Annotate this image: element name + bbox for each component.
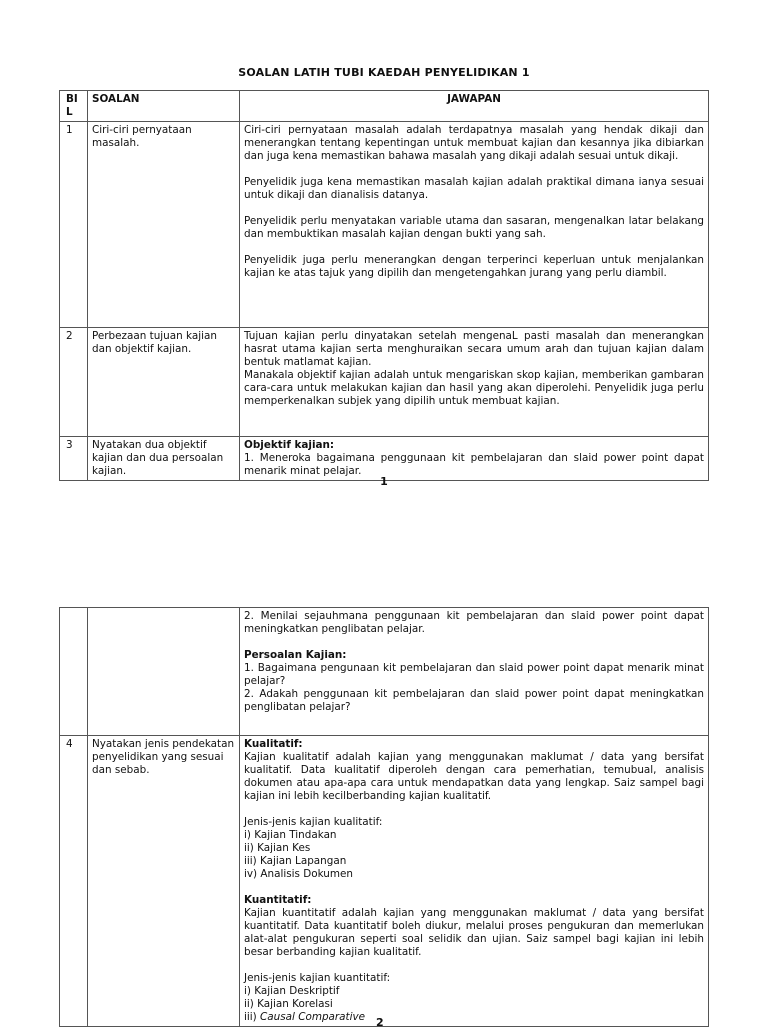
question-table-page-2: [59, 607, 709, 1027]
answer-paragraph: Penyelidik perlu menyatakan variable utama dan sasaran, mengenalkan latar belakang dan membuktikan masalah kajian dengan bukti yang sah.: [244, 215, 704, 240]
answer-paragraph: Kajian kuantitatif adalah kajian yang menggunakan maklumat / data yang bersifat kuantitatif. Data kuantitatif boleh diukur, melalui proses pengukuran dan memerlukan alat-alat pengukuran seperti soal selidik dan ujian. Saiz sampel bagi kajian ini lebih besar berbanding kajian kualitatif.: [244, 907, 704, 958]
list-title: Jenis-jenis kajian kuantitatif:: [244, 972, 391, 984]
row-question: Ciri-ciri pernyataan masalah.: [88, 122, 240, 328]
list-item: iii) Kajian Lapangan: [244, 855, 347, 867]
list-item: ii) Kajian Kes: [244, 842, 311, 854]
row-answer: [240, 122, 709, 328]
row-question: Nyatakan jenis pendekatan penyelidikan yang sesuai dan sebab.: [88, 736, 240, 1027]
row-number: 4: [60, 736, 88, 1027]
answer-paragraph: Penyelidik juga perlu menerangkan dengan terperinci keperluan untuk menjalankan kajian ke atas tajuk yang dipilih dan mengetengahkan jurang yang perlu diambil.: [244, 254, 704, 279]
answer-heading: Objektif kajian:: [244, 439, 335, 451]
row-answer: [240, 437, 709, 481]
header-bil: BI L: [60, 91, 88, 122]
table-row: [60, 122, 709, 328]
answer-paragraph: Manakala objektif kajian adalah untuk mengariskan skop kajian, memberikan gambaran cara-cara untuk melakukan kajian dan hasil yang akan diperolehi. Penyelidik juga perlu memperkenalkan subjek yang dipilih untuk membuat kajian.: [244, 369, 704, 407]
row-question: Perbezaan tujuan kajian dan objektif kajian.: [88, 328, 240, 437]
answer-paragraph: 2. Menilai sejauhmana penggunaan kit pembelajaran dan slaid power point dapat meningkatkan penglibatan pelajar.: [244, 610, 704, 635]
list-item: i) Kajian Deskriptif: [244, 985, 340, 997]
row-question: Nyatakan dua objektif kajian dan dua persoalan kajian.: [88, 437, 240, 481]
list-item-prefix: iii): [244, 1011, 261, 1023]
answer-heading: Persoalan Kajian:: [244, 649, 347, 661]
answer-paragraph: Penyelidik juga kena memastikan masalah kajian adalah praktikal dimana ianya sesuai untuk dikaji dan dianalisis datanya.: [244, 176, 704, 201]
list-item: iv) Analisis Dokumen: [244, 868, 353, 880]
row-answer: [240, 736, 709, 1027]
document-title: SOALAN LATIH TUBI KAEDAH PENYELIDIKAN 1: [238, 66, 530, 79]
list-item-italic: Causal Comparative: [260, 1011, 366, 1023]
answer-paragraph: Ciri-ciri pernyataan masalah adalah terdapatnya masalah yang hendak dikaji dan menerangkan tentang kepentingan untuk membuat kajian dan kesannya jika dibiarkan dan juga kena memastikan bahawa masalah yang dikaji adalah sesuai untuk dikaji.: [244, 124, 704, 162]
answer-heading: Kualitatif:: [244, 738, 303, 750]
page-number: 1: [380, 475, 388, 488]
row-number: 1: [60, 122, 88, 328]
answer-paragraph: Kajian kualitatif adalah kajian yang menggunakan maklumat / data yang bersifat kualitatif. Data kualitatif diperoleh dengan cara pemerhatian, temubual, analisis dokumen atau apa-apa cara untuk mendapatkan data yang lengkap. Saiz sampel bagi kajian ini lebih kecilberbanding kajian kualitatif.: [244, 751, 704, 802]
row-number: 2: [60, 328, 88, 437]
list-item: [244, 1011, 704, 1024]
list-item: ii) Kajian Korelasi: [244, 998, 333, 1010]
answer-paragraph: 2. Adakah penggunaan kit pembelajaran dan slaid power point dapat meningkatkan penglibatan pelajar?: [244, 688, 704, 713]
list-title: Jenis-jenis kajian kualitatif:: [244, 816, 383, 828]
table-row: [60, 608, 709, 736]
answer-paragraph: 1. Bagaimana pengunaan kit pembelajaran dan slaid power point dapat menarik minat pelajar?: [244, 662, 704, 687]
page-number: 2: [376, 1016, 384, 1029]
table-row: [60, 437, 709, 481]
row-number-empty: [60, 608, 88, 736]
row-answer: [240, 608, 709, 736]
header-soalan: SOALAN: [88, 91, 240, 122]
row-answer: [240, 328, 709, 437]
answer-paragraph: Tujuan kajian perlu dinyatakan setelah mengenaL pasti masalah dan menerangkan hasrat utama kajian serta menghuraikan secara umum arah dan tujuan kajian dalam bentuk matlamat kajian.: [244, 330, 704, 368]
table-row: [60, 736, 709, 1027]
row-number: 3: [60, 437, 88, 481]
header-jawapan: JAWAPAN: [240, 91, 709, 122]
question-table-page-1: [59, 90, 709, 481]
answer-paragraph: 1. Meneroka bagaimana penggunaan kit pembelajaran dan slaid power point dapat menarik minat pelajar.: [244, 452, 704, 477]
answer-heading: Kuantitatif:: [244, 894, 312, 906]
table-row: [60, 328, 709, 437]
list-item: i) Kajian Tindakan: [244, 829, 337, 841]
row-question-empty: [88, 608, 240, 736]
table-header-row: [60, 91, 709, 122]
